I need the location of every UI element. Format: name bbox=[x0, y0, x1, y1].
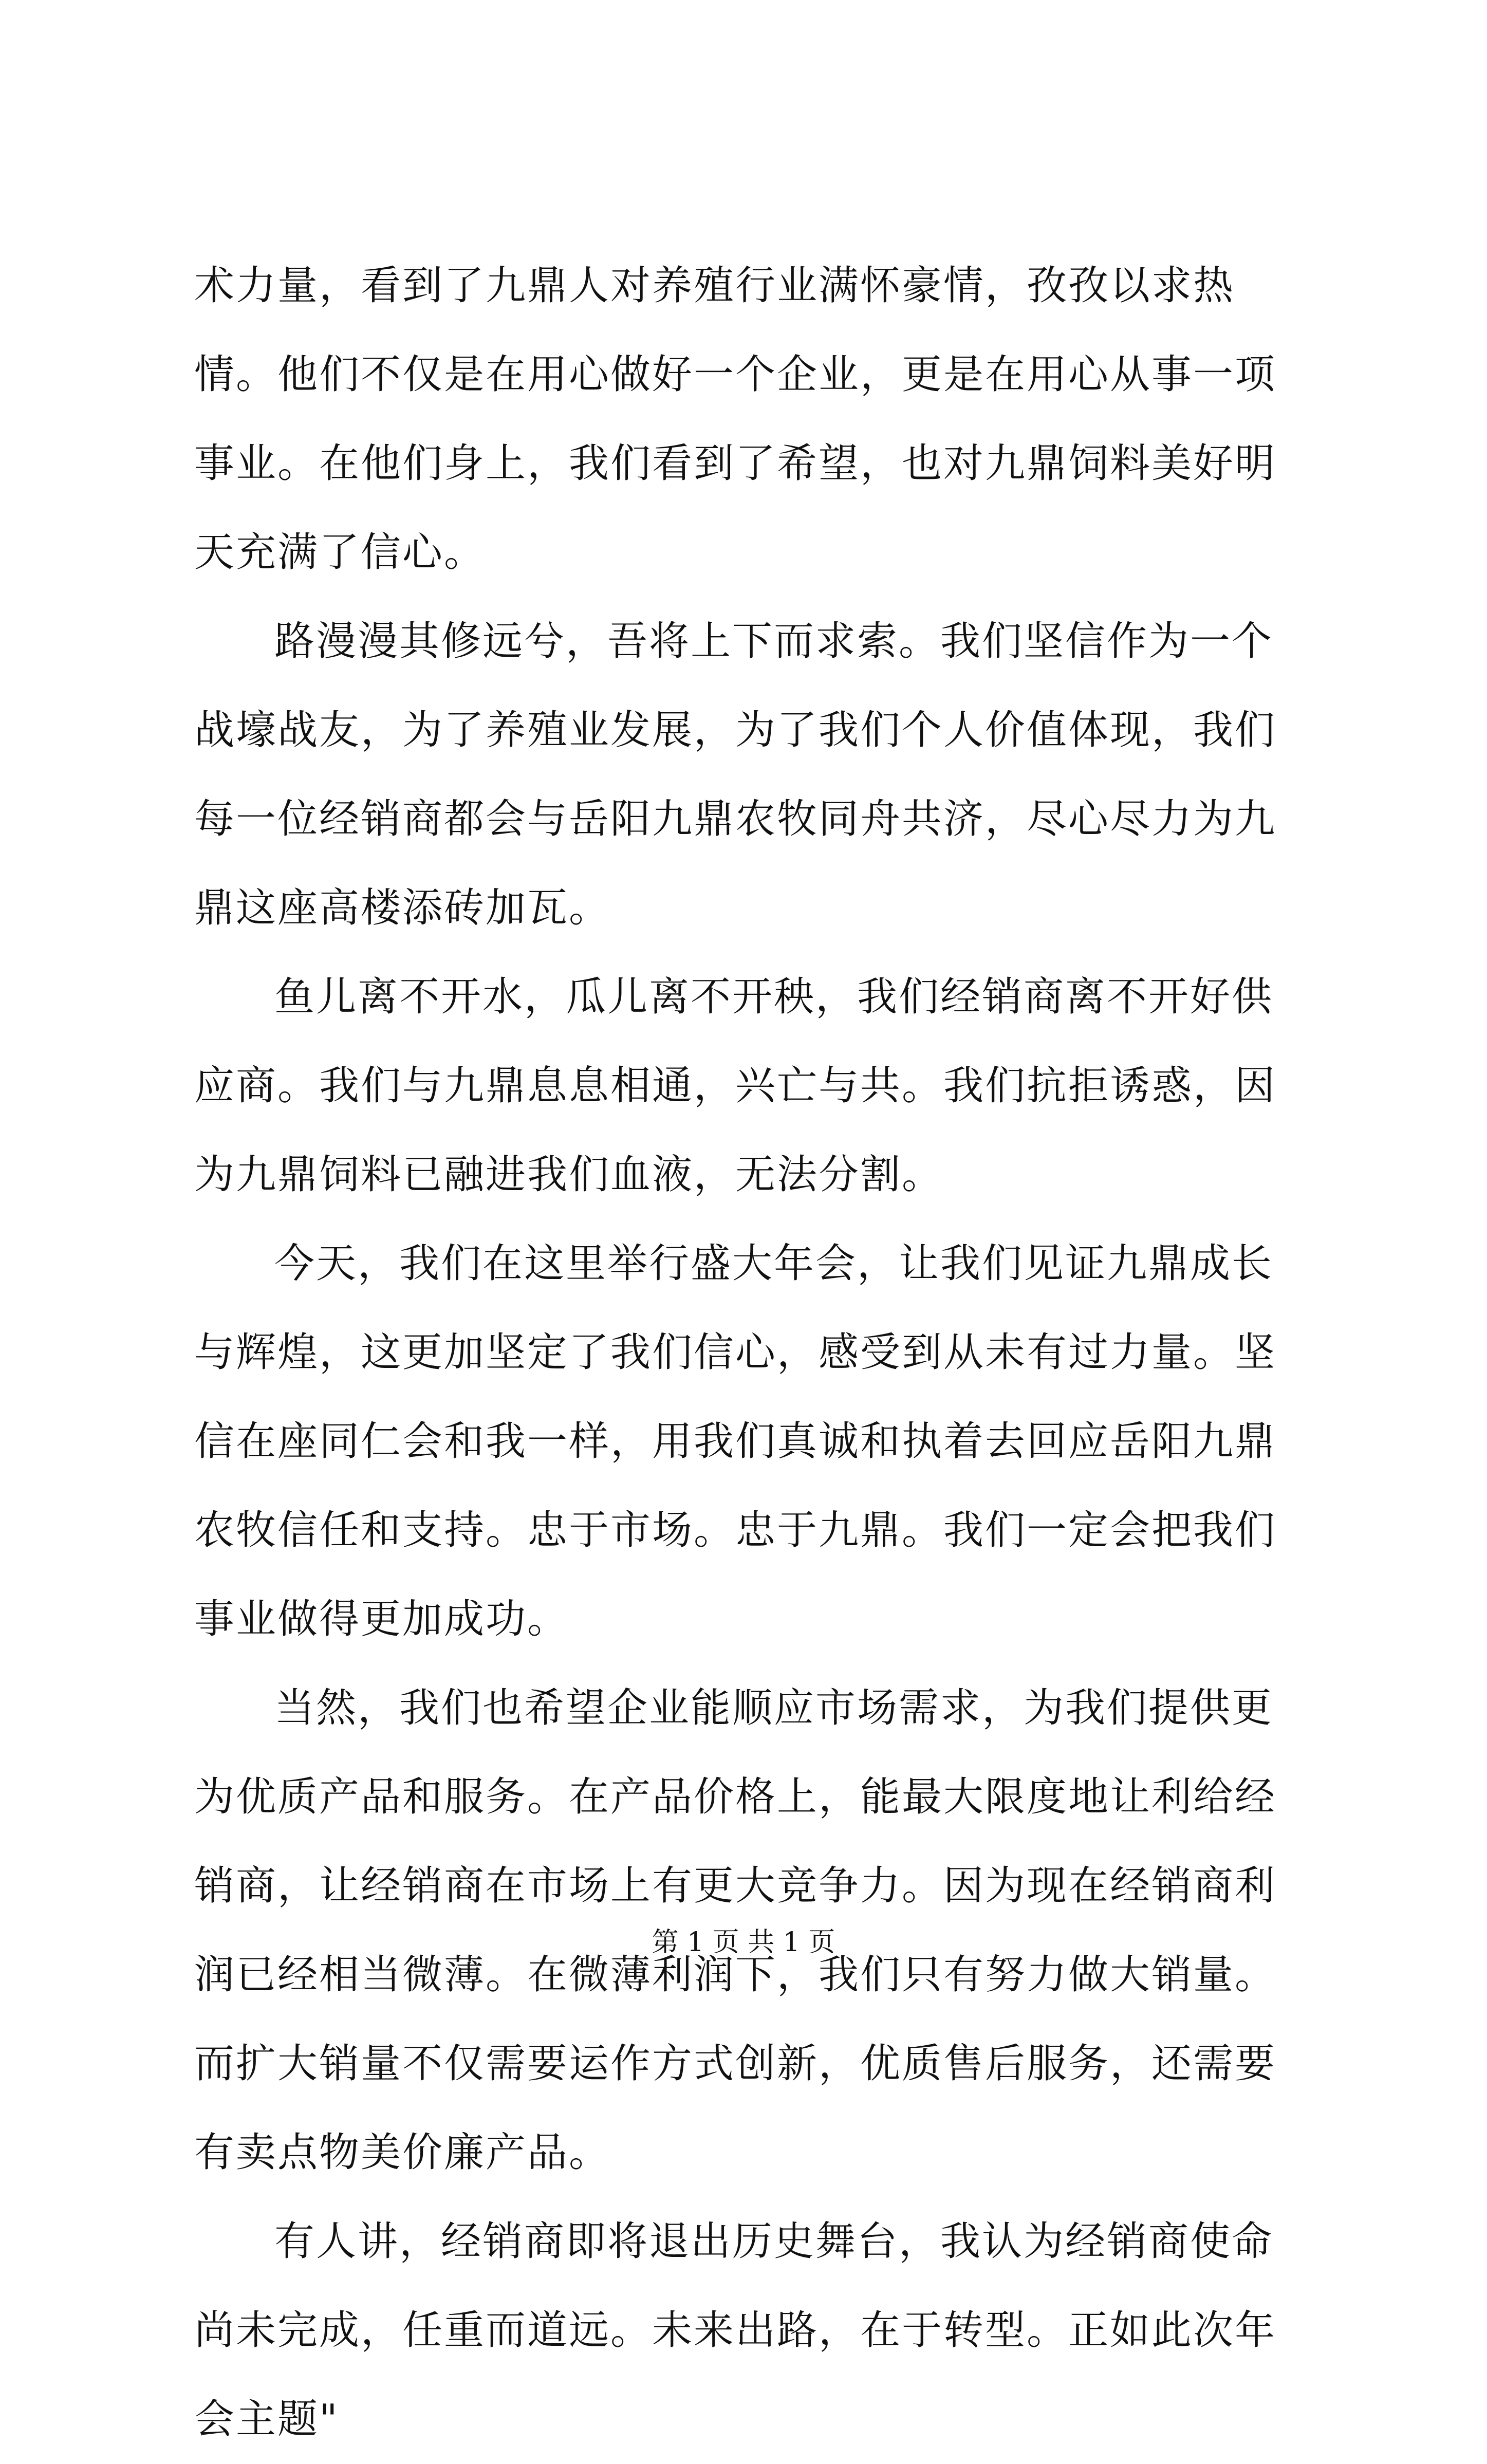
page-number-label: 第 1 页 共 1 页 bbox=[652, 1927, 835, 1958]
page-footer bbox=[0, 1924, 1487, 1960]
paragraph: 路漫漫其修远兮，吾将上下而求索。我们坚信作为一个战壕战友，为了养殖业发展，为了我们个人价值体现，我们每一位经销商都会与岳阳九鼎农牧同舟共济，尽心尽力为九鼎这座高楼添砖加瓦。 bbox=[194, 618, 1277, 931]
paragraph: 术力量，看到了九鼎人对养殖行业满怀豪情，孜孜以求热情。他们不仅是在用心做好一个企业，更是在用心从事一项事业。在他们身上，我们看到了希望，也对九鼎饲料美好明天充满了信心。 bbox=[194, 263, 1277, 576]
paragraph: 鱼儿离不开水，瓜儿离不开秧，我们经销商离不开好供应商。我们与九鼎息息相通，兴亡与共。我们抗拒诱惑，因为九鼎饲料已融进我们血液，无法分割。 bbox=[194, 974, 1277, 1198]
paragraph: 当然，我们也希望企业能顺应市场需求，为我们提供更为优质产品和服务。在产品价格上，能最大限度地让利给经销商，让经销商在市场上有更大竞争力。因为现在经销商利润已经相当微薄。在微薄利润下，我们只有努力做大销量。而扩大销量不仅需要运作方式创新，优质售后服务，还需要有卖点物美价廉产品。 bbox=[194, 1685, 1277, 2176]
paragraph: 今天，我们在这里举行盛大年会，让我们见证九鼎成长与辉煌，这更加坚定了我们信心，感受到从未有过力量。坚信在座同仁会和我一样，用我们真诚和执着去回应岳阳九鼎农牧信任和支持。忠于市场。忠于九鼎。我们一定会把我们事业做得更加成功。 bbox=[194, 1240, 1277, 1642]
paragraph: 有人讲，经销商即将退出历史舞台，我认为经销商使命尚未完成，任重而道远。未来出路，在于转型。正如此次年会主题" bbox=[194, 2218, 1277, 2442]
document-body bbox=[194, 242, 1299, 2464]
